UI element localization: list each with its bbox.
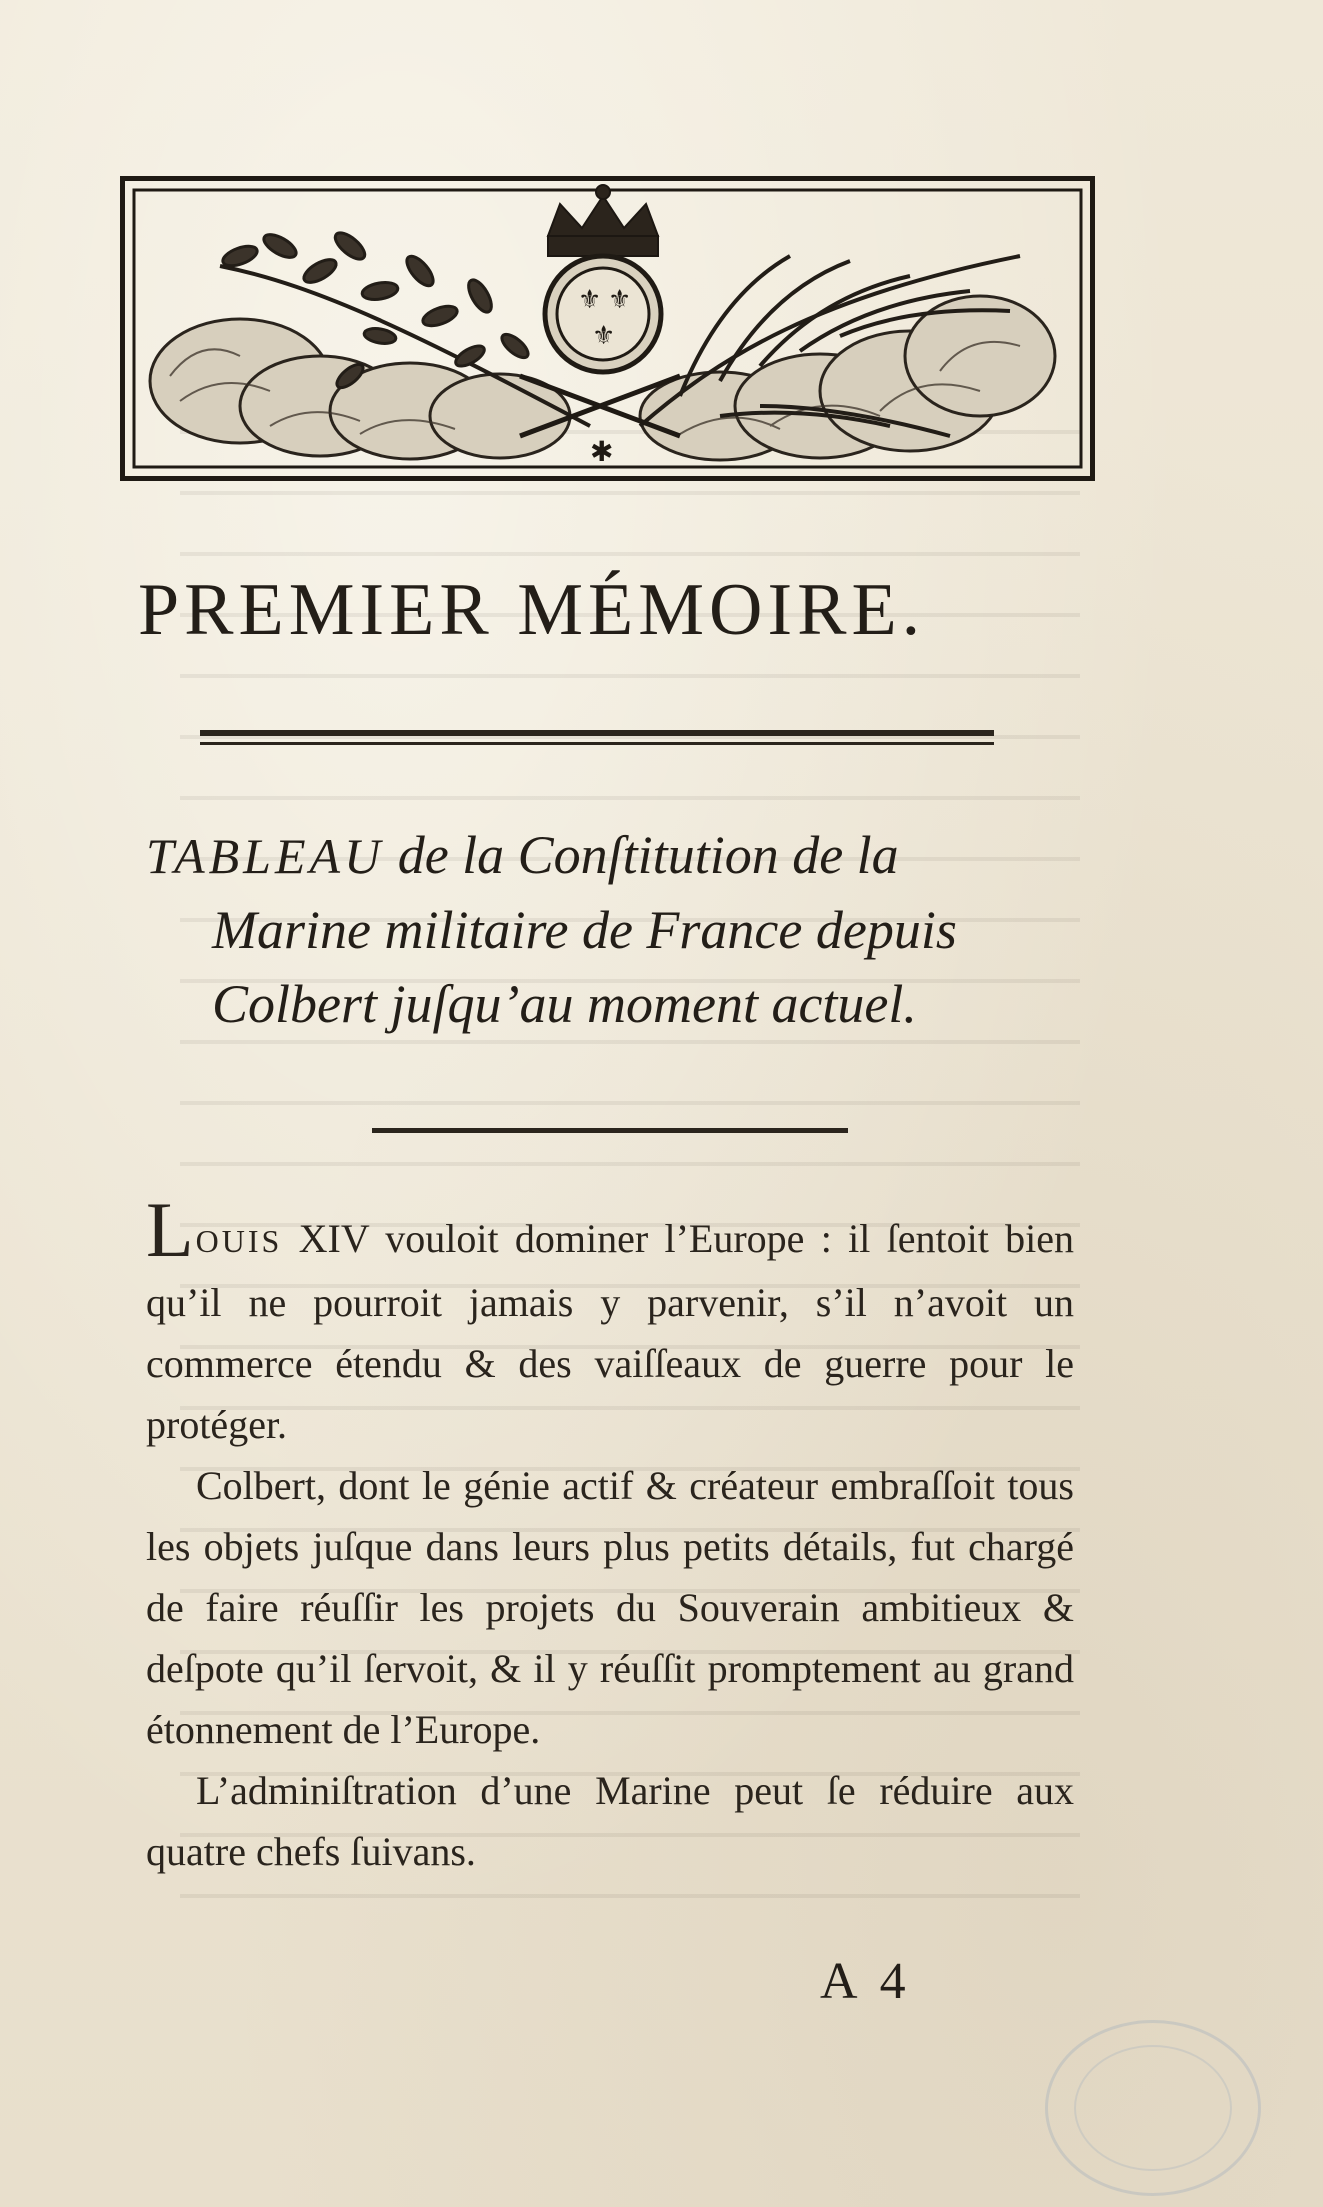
single-rule-divider [372, 1128, 848, 1133]
smallcaps-word: OUIS [195, 1223, 283, 1259]
paragraph-1-text: XIV vouloit dominer l’Europe : il ſentoit bien qu’il ne pourroit jamais y parvenir, s’il n’avoit un commerce étendu & des vaiſſeaux de guerre pour le protéger. [146, 1216, 1074, 1447]
subtitle-line-3: Colbert juſqu’au moment actuel. [212, 974, 917, 1034]
chapter-subtitle [146, 818, 1086, 1041]
body-text [146, 1186, 1074, 1882]
signature-mark: A 4 [820, 1953, 912, 2010]
paragraph-1 [146, 1186, 1074, 1455]
subtitle-line-2: Marine militaire de France depuis [212, 900, 957, 960]
svg-text:⚜: ⚜ [608, 285, 632, 315]
paragraph-2: Colbert, dont le génie actif & créateur embraſſoit tous les objets juſque dans leurs plus petits détails, fut chargé de faire réuſſir les projets du Souverain ambitieux & deſpote qu’il ſervoit, & il y réuſſit promptement au grand étonnement de l’Europe. [146, 1463, 1074, 1752]
drop-cap: L [146, 1186, 194, 1273]
svg-text:⚜: ⚜ [592, 321, 616, 351]
svg-text:✱: ✱ [590, 435, 614, 468]
subtitle-line-1-rest: de la Conſtitution de la [384, 825, 899, 885]
subtitle-smallcaps: TABLEAU [146, 828, 385, 884]
svg-text:⚜: ⚜ [578, 285, 602, 315]
double-rule-divider [200, 730, 994, 750]
chapter-title: PREMIER MÉMOIRE. [138, 569, 926, 651]
subtitle-line-1 [146, 818, 1086, 893]
paragraph-3: L’adminiſtration d’une Marine peut ſe réduire aux quatre chefs ſuivans. [146, 1768, 1074, 1874]
headpiece-ornament-icon [120, 176, 1095, 481]
royal-crest-headpiece [120, 176, 1095, 481]
library-stamp [1045, 2020, 1261, 2196]
